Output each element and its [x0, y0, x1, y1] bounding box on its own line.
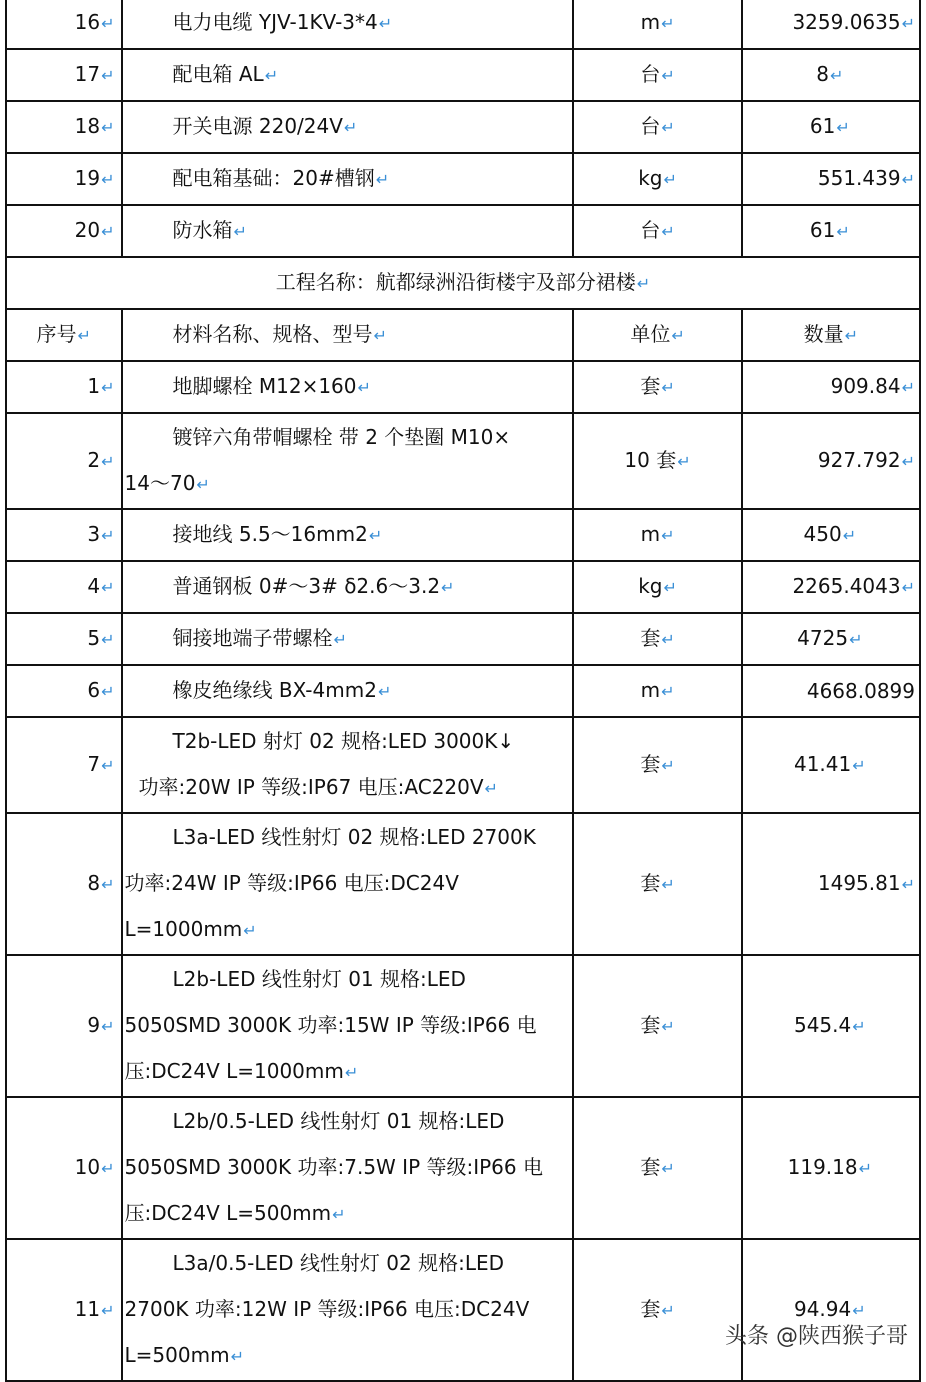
quantity-cell: 909.84↵ — [742, 361, 920, 413]
material-name — [122, 413, 574, 509]
name-line: T2b-LED 射灯 02 规格:LED 3000K↓ — [172, 729, 515, 753]
paragraph-mark-icon: ↵ — [343, 118, 358, 137]
table-row — [6, 153, 920, 205]
table-row — [6, 1239, 920, 1381]
paragraph-mark-icon: ↵ — [661, 682, 675, 701]
material-name — [122, 955, 574, 1097]
name-line: L=1000mm↵ — [124, 917, 257, 941]
paragraph-mark-icon: ↵ — [677, 452, 691, 471]
material-name: 开关电源 220/24V↵ — [122, 101, 574, 153]
quantity-cell: 1495.81↵ — [742, 813, 920, 955]
paragraph-mark-icon: ↵ — [661, 526, 675, 545]
name-line: L3a/0.5-LED 线性射灯 02 规格:LED — [172, 1251, 505, 1275]
name-line: 镀锌六角带帽螺栓 带 2 个垫圈 M10× — [172, 425, 511, 449]
unit-cell: m↵ — [573, 509, 741, 561]
paragraph-mark-icon: ↵ — [333, 630, 347, 649]
table-row — [6, 561, 920, 613]
unit-cell: 台↵ — [573, 49, 741, 101]
unit-cell: 套↵ — [573, 613, 741, 665]
name-line: 功率:20W IP 等级:IP67 电压:AC220V↵ — [138, 775, 498, 799]
quantity-cell: 4668.0899 — [742, 665, 920, 717]
table-row — [6, 49, 920, 101]
paragraph-mark-icon: ↵ — [101, 1159, 115, 1178]
unit-cell: kg↵ — [573, 561, 741, 613]
paragraph-mark-icon: ↵ — [836, 118, 850, 137]
name-line: 压:DC24V L=500mm↵ — [124, 1201, 346, 1225]
quantity-cell: 61↵ — [742, 101, 920, 153]
quantity-cell: 94.94↵ — [742, 1239, 920, 1381]
table-body — [6, 0, 920, 1381]
row-number: 2↵ — [6, 413, 122, 509]
name-line: 功率:24W IP 等级:IP66 电压:DC24V — [124, 871, 459, 895]
project-title: 工程名称：航都绿洲沿街楼宇及部分裙楼↵ — [6, 257, 920, 309]
paragraph-mark-icon: ↵ — [858, 1159, 873, 1178]
paragraph-mark-icon: ↵ — [101, 578, 115, 597]
paragraph-mark-icon: ↵ — [101, 526, 115, 545]
material-name: 接地线 5.5～16mm2↵ — [122, 509, 574, 561]
quantity-cell: 119.18↵ — [742, 1097, 920, 1239]
name-line: 14～70↵ — [124, 471, 210, 495]
unit-cell: 台↵ — [573, 205, 741, 257]
paragraph-mark-icon: ↵ — [375, 170, 390, 189]
name-line: L2b-LED 线性射灯 01 规格:LED — [172, 967, 466, 991]
paragraph-mark-icon: ↵ — [661, 222, 675, 241]
materials-table — [5, 0, 921, 1382]
unit-cell: 套↵ — [573, 813, 741, 955]
paragraph-mark-icon: ↵ — [852, 1301, 866, 1320]
watermark: 头条 @陕西猴子哥 — [725, 1324, 908, 1349]
header-unit: 单位↵ — [573, 309, 741, 361]
paragraph-mark-icon: ↵ — [101, 756, 115, 775]
material-name: 橡皮绝缘线 BX-4mm2↵ — [122, 665, 574, 717]
table-row — [6, 1097, 920, 1239]
material-name: 防水箱↵ — [122, 205, 574, 257]
paragraph-mark-icon: ↵ — [101, 222, 115, 241]
table-row — [6, 613, 920, 665]
name-line: L3a-LED 线性射灯 02 规格:LED 2700K — [172, 825, 536, 849]
paragraph-mark-icon: ↵ — [901, 14, 915, 33]
paragraph-mark-icon: ↵ — [77, 326, 91, 345]
row-number: 5↵ — [6, 613, 122, 665]
unit-cell: 套↵ — [573, 1239, 741, 1381]
row-number: 1↵ — [6, 361, 122, 413]
table-row — [6, 665, 920, 717]
paragraph-mark-icon: ↵ — [661, 630, 675, 649]
row-number: 6↵ — [6, 665, 122, 717]
paragraph-mark-icon: ↵ — [230, 1347, 244, 1366]
material-name — [122, 1239, 574, 1381]
paragraph-mark-icon: ↵ — [661, 1017, 675, 1036]
row-number: 3↵ — [6, 509, 122, 561]
paragraph-mark-icon: ↵ — [901, 378, 915, 397]
paragraph-mark-icon: ↵ — [671, 326, 685, 345]
paragraph-mark-icon: ↵ — [663, 578, 677, 597]
paragraph-mark-icon: ↵ — [101, 66, 115, 85]
paragraph-mark-icon: ↵ — [849, 630, 863, 649]
row-number: 20↵ — [6, 205, 122, 257]
unit-cell: m↵ — [573, 665, 741, 717]
paragraph-mark-icon: ↵ — [101, 118, 115, 137]
paragraph-mark-icon: ↵ — [101, 1301, 115, 1320]
table-row — [6, 509, 920, 561]
paragraph-mark-icon: ↵ — [661, 118, 675, 137]
header-material-name: 材料名称、规格、型号↵ — [122, 309, 574, 361]
paragraph-mark-icon: ↵ — [101, 630, 115, 649]
paragraph-mark-icon: ↵ — [101, 682, 115, 701]
table-row — [6, 0, 920, 49]
paragraph-mark-icon: ↵ — [373, 326, 387, 345]
material-name: 铜接地端子带螺栓↵ — [122, 613, 574, 665]
paragraph-mark-icon: ↵ — [661, 378, 675, 397]
unit-cell: m↵ — [573, 0, 741, 49]
quantity-cell: 2265.4043↵ — [742, 561, 920, 613]
name-line: 2700K 功率:12W IP 等级:IP66 电压:DC24V — [124, 1297, 530, 1321]
unit-cell: kg↵ — [573, 153, 741, 205]
paragraph-mark-icon: ↵ — [636, 274, 651, 293]
paragraph-mark-icon: ↵ — [357, 378, 371, 397]
header-quantity: 数量↵ — [742, 309, 920, 361]
paragraph-mark-icon: ↵ — [368, 526, 383, 545]
unit-cell: 套↵ — [573, 1097, 741, 1239]
name-line: 5050SMD 3000K 功率:7.5W IP 等级:IP66 电 — [124, 1155, 543, 1179]
paragraph-mark-icon: ↵ — [101, 378, 115, 397]
row-number: 7↵ — [6, 717, 122, 813]
quantity-cell: 41.41↵ — [742, 717, 920, 813]
paragraph-mark-icon: ↵ — [377, 682, 392, 701]
paragraph-mark-icon: ↵ — [661, 875, 675, 894]
name-line: L2b/0.5-LED 线性射灯 01 规格:LED — [172, 1109, 505, 1133]
unit-cell: 套↵ — [573, 955, 741, 1097]
name-line: 5050SMD 3000K 功率:15W IP 等级:IP66 电 — [124, 1013, 537, 1037]
paragraph-mark-icon: ↵ — [852, 756, 866, 775]
quantity-cell: 450↵ — [742, 509, 920, 561]
paragraph-mark-icon: ↵ — [243, 921, 257, 940]
table-row — [6, 101, 920, 153]
paragraph-mark-icon: ↵ — [829, 66, 844, 85]
quantity-cell: 3259.0635↵ — [742, 0, 920, 49]
row-number: 10↵ — [6, 1097, 122, 1239]
header-row — [6, 309, 920, 361]
unit-cell: 10 套↵ — [573, 413, 741, 509]
name-line: L=500mm↵ — [124, 1343, 244, 1367]
header-number: 序号↵ — [6, 309, 122, 361]
paragraph-mark-icon: ↵ — [844, 326, 859, 345]
unit-cell: 套↵ — [573, 717, 741, 813]
unit-cell: 台↵ — [573, 101, 741, 153]
paragraph-mark-icon: ↵ — [441, 578, 455, 597]
material-name: 电力电缆 YJV-1KV-3*4↵ — [122, 0, 574, 49]
paragraph-mark-icon: ↵ — [196, 475, 210, 494]
paragraph-mark-icon: ↵ — [901, 578, 915, 597]
paragraph-mark-icon: ↵ — [101, 170, 115, 189]
paragraph-mark-icon: ↵ — [101, 14, 115, 33]
row-number: 19↵ — [6, 153, 122, 205]
quantity-cell: 4725↵ — [742, 613, 920, 665]
quantity-cell: 545.4↵ — [742, 955, 920, 1097]
table-row — [6, 361, 920, 413]
row-number: 9↵ — [6, 955, 122, 1097]
paragraph-mark-icon: ↵ — [661, 14, 675, 33]
paragraph-mark-icon: ↵ — [663, 170, 677, 189]
material-name: 配电箱 AL↵ — [122, 49, 574, 101]
unit-cell: 套↵ — [573, 361, 741, 413]
material-name: 配电箱基础：20#槽钢↵ — [122, 153, 574, 205]
quantity-cell: 927.792↵ — [742, 413, 920, 509]
paragraph-mark-icon: ↵ — [901, 452, 915, 471]
material-name — [122, 1097, 574, 1239]
paragraph-mark-icon: ↵ — [661, 756, 675, 775]
paragraph-mark-icon: ↵ — [661, 66, 675, 85]
quantity-cell: 61↵ — [742, 205, 920, 257]
project-title-row — [6, 257, 920, 309]
paragraph-mark-icon: ↵ — [842, 526, 857, 545]
paragraph-mark-icon: ↵ — [264, 66, 279, 85]
paragraph-mark-icon: ↵ — [101, 875, 115, 894]
row-number: 11↵ — [6, 1239, 122, 1381]
table-row — [6, 413, 920, 509]
paragraph-mark-icon: ↵ — [378, 14, 393, 33]
paragraph-mark-icon: ↵ — [101, 452, 115, 471]
paragraph-mark-icon: ↵ — [661, 1301, 675, 1320]
material-name — [122, 717, 574, 813]
paragraph-mark-icon: ↵ — [661, 1159, 675, 1178]
table-row — [6, 717, 920, 813]
table-row — [6, 813, 920, 955]
quantity-cell: 551.439↵ — [742, 153, 920, 205]
paragraph-mark-icon: ↵ — [344, 1063, 359, 1082]
material-name: 地脚螺栓 M12×160↵ — [122, 361, 574, 413]
paragraph-mark-icon: ↵ — [101, 1017, 115, 1036]
paragraph-mark-icon: ↵ — [852, 1017, 866, 1036]
material-name — [122, 813, 574, 955]
row-number: 16↵ — [6, 0, 122, 49]
row-number: 8↵ — [6, 813, 122, 955]
paragraph-mark-icon: ↵ — [901, 875, 915, 894]
paragraph-mark-icon: ↵ — [484, 779, 498, 798]
quantity-cell: 8↵ — [742, 49, 920, 101]
row-number: 4↵ — [6, 561, 122, 613]
table-row — [6, 955, 920, 1097]
paragraph-mark-icon: ↵ — [332, 1205, 346, 1224]
name-line: 压:DC24V L=1000mm↵ — [124, 1059, 359, 1083]
paragraph-mark-icon: ↵ — [233, 222, 247, 241]
paragraph-mark-icon: ↵ — [836, 222, 850, 241]
material-name: 普通钢板 0#～3# δ2.6～3.2↵ — [122, 561, 574, 613]
paragraph-mark-icon: ↵ — [901, 170, 915, 189]
table-row — [6, 205, 920, 257]
row-number: 18↵ — [6, 101, 122, 153]
row-number: 17↵ — [6, 49, 122, 101]
